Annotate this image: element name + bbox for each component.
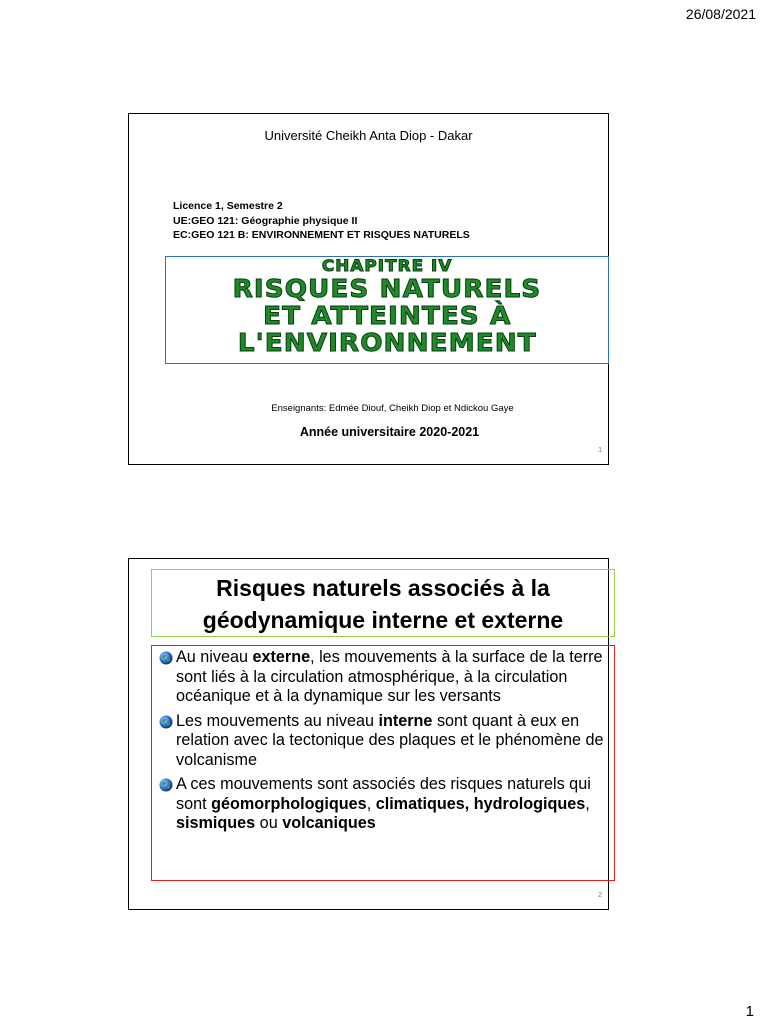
chapter-title-line: L'ENVIRONNEMENT	[237, 327, 537, 357]
bold-term: volcaniques	[282, 814, 376, 832]
chapter-title-box	[165, 256, 609, 364]
university-name: Université Cheikh Anta Diop - Dakar	[264, 128, 473, 143]
text-fragment: Au niveau	[176, 648, 253, 666]
text-fragment: , les mouvements à la surface de la terre sont liés à la circulation atmosphérique, à la circulation océanique et à la dynamique sur les versants	[176, 648, 603, 705]
bullet-text	[176, 712, 608, 771]
chapter-title-line: ET ATTEINTES À	[262, 300, 512, 330]
text-fragment: A ces mouvements sont associés des risques naturels qui sont	[176, 775, 591, 813]
globe-icon	[158, 778, 174, 792]
slide-2	[128, 558, 609, 910]
bullet-item	[158, 712, 608, 771]
course-line: UE:GEO 121: Géographie physique II	[173, 214, 358, 227]
bold-term: géomorphologiques	[211, 794, 367, 813]
page-number: 1	[745, 1003, 754, 1020]
bullet-text	[176, 648, 608, 707]
slide-number: 2	[598, 892, 602, 899]
chapter-label: CHAPITRE IV	[321, 255, 453, 275]
globe-icon	[158, 651, 174, 665]
course-line: EC:GEO 121 B: ENVIRONNEMENT ET RISQUES NATURELS	[173, 229, 470, 241]
bold-term: climatiques, hydrologiques	[375, 794, 586, 813]
slide-number: 1	[598, 447, 602, 454]
course-line: Licence 1, Semestre 2	[173, 200, 283, 212]
bullet-item	[158, 775, 608, 834]
text-fragment: ,	[585, 794, 590, 813]
text-fragment: sont quant à eux en relation avec la tectonique des plaques et le phénomène de volcanisme	[176, 711, 604, 769]
teachers: Enseignants: Edmée Diouf, Cheikh Diop et Ndickou Gaye	[271, 403, 514, 414]
bullet-text	[176, 775, 608, 834]
course-info	[173, 199, 470, 243]
globe-icon	[158, 715, 174, 729]
slide-1	[128, 113, 609, 465]
chapter-title-line: RISQUES NATURELS	[232, 273, 542, 303]
slide-title: Risques naturels associés à la géodynamique interne et externe	[151, 569, 615, 637]
text-fragment: ou	[255, 814, 283, 832]
text-fragment: ,	[366, 794, 376, 813]
print-date: 26/08/2021	[685, 6, 756, 22]
bullet-list	[151, 645, 615, 881]
bold-term: interne	[378, 711, 433, 730]
bullet-item	[158, 648, 608, 707]
bold-term: externe	[252, 648, 311, 666]
bold-term: sismiques	[176, 814, 256, 832]
academic-year: Année universitaire 2020-2021	[299, 425, 480, 439]
text-fragment: Les mouvements au niveau	[176, 711, 379, 730]
